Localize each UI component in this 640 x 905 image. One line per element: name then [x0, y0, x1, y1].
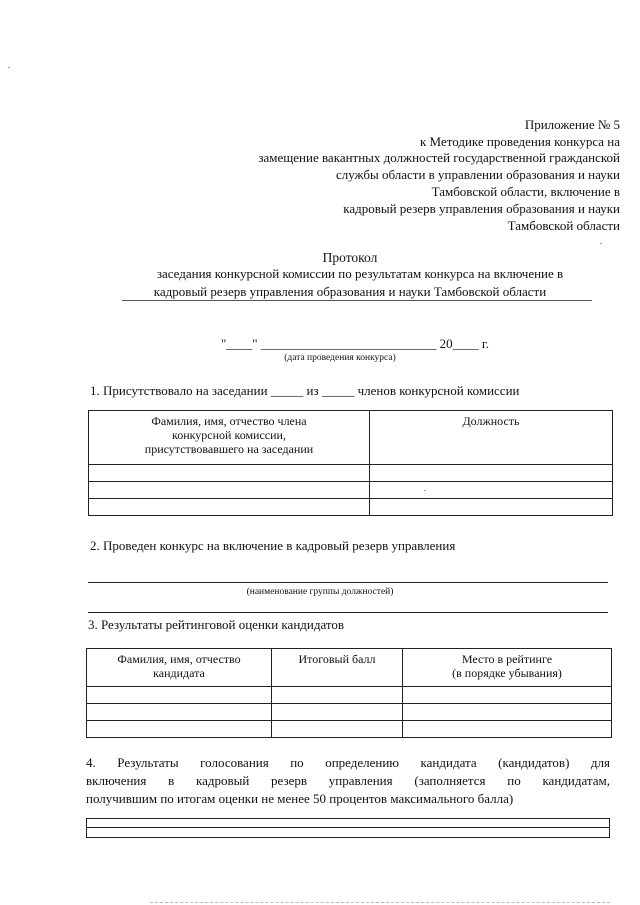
header-text: конкурсной комиссии,	[172, 428, 286, 442]
header-text: кандидата	[153, 666, 205, 680]
document-subtitle: кадровый резерв управления образования и науки Тамбовской области	[153, 284, 547, 299]
section3-heading: 3. Результаты рейтинговой оценки кандидатов	[88, 617, 345, 632]
section4-line: получившим по итогам оценки не менее 50 процентов максимального балла)	[86, 791, 514, 806]
table-header-row	[87, 649, 612, 687]
fill-line	[88, 612, 608, 613]
table-header-row	[89, 411, 613, 465]
section4-line: 4. Результаты голосования по определению кандидата (кандидатов) для	[86, 755, 610, 770]
appendix-number: Приложение № 5	[524, 117, 620, 132]
appendix-line: Тамбовской области	[507, 218, 620, 233]
voting-table	[86, 818, 610, 838]
header-text: (в порядке убывания)	[452, 666, 562, 680]
table-row	[89, 482, 613, 499]
scan-speck	[600, 243, 602, 244]
scan-speck	[8, 67, 10, 68]
rating-col-name	[87, 649, 272, 687]
rating-col-place	[403, 649, 612, 687]
document-subtitle: заседания конкурсной комиссии по результатам конкурса на включение в	[156, 266, 564, 281]
header-text: Место в рейтинге	[461, 652, 553, 666]
scan-edge-line	[150, 902, 610, 903]
voting-table-row-line	[87, 827, 609, 828]
appendix-line: к Методике проведения конкурса на	[419, 134, 620, 149]
appendix-line: замещение вакантных должностей государственной гражданской	[258, 150, 620, 165]
date-line: "____" ___________________________ 20____ г.	[221, 336, 489, 351]
table-row	[89, 499, 613, 516]
section2-caption: (наименование группы должностей)	[246, 587, 394, 597]
rating-col-score	[272, 649, 403, 687]
subtitle-underline	[122, 300, 592, 301]
header-text: Фамилия, имя, отчество члена	[151, 414, 307, 428]
rating-table	[86, 648, 612, 738]
table-row	[87, 721, 612, 738]
members-table	[88, 410, 613, 516]
header-text: Итоговый балл	[298, 652, 376, 666]
section1-heading: 1. Присутствовало на заседании _____ из _____ членов конкурсной комиссии	[90, 383, 520, 398]
header-text: Фамилия, имя, отчество	[117, 652, 241, 666]
appendix-line: службы области в управлении образования и науки	[335, 167, 620, 182]
members-col-name	[89, 411, 370, 465]
members-col-position	[370, 411, 613, 465]
appendix-line: Тамбовской области, включение в	[431, 184, 620, 199]
document-title: Протокол	[322, 250, 378, 265]
section4-line: включения в кадровый резерв управления (заполняется по кандидатам,	[86, 773, 610, 788]
table-row	[87, 704, 612, 721]
fill-line	[88, 582, 608, 583]
table-row	[87, 687, 612, 704]
appendix-line: кадровый резерв управления образования и науки	[343, 201, 620, 216]
scan-speck	[424, 490, 426, 491]
date-caption: (дата проведения конкурса)	[284, 353, 396, 363]
header-text: присутствовавшего на заседании	[144, 442, 314, 456]
section2-heading: 2. Проведен конкурс на включение в кадровый резерв управления	[90, 538, 456, 553]
header-text: Должность	[462, 414, 520, 428]
table-row	[89, 465, 613, 482]
